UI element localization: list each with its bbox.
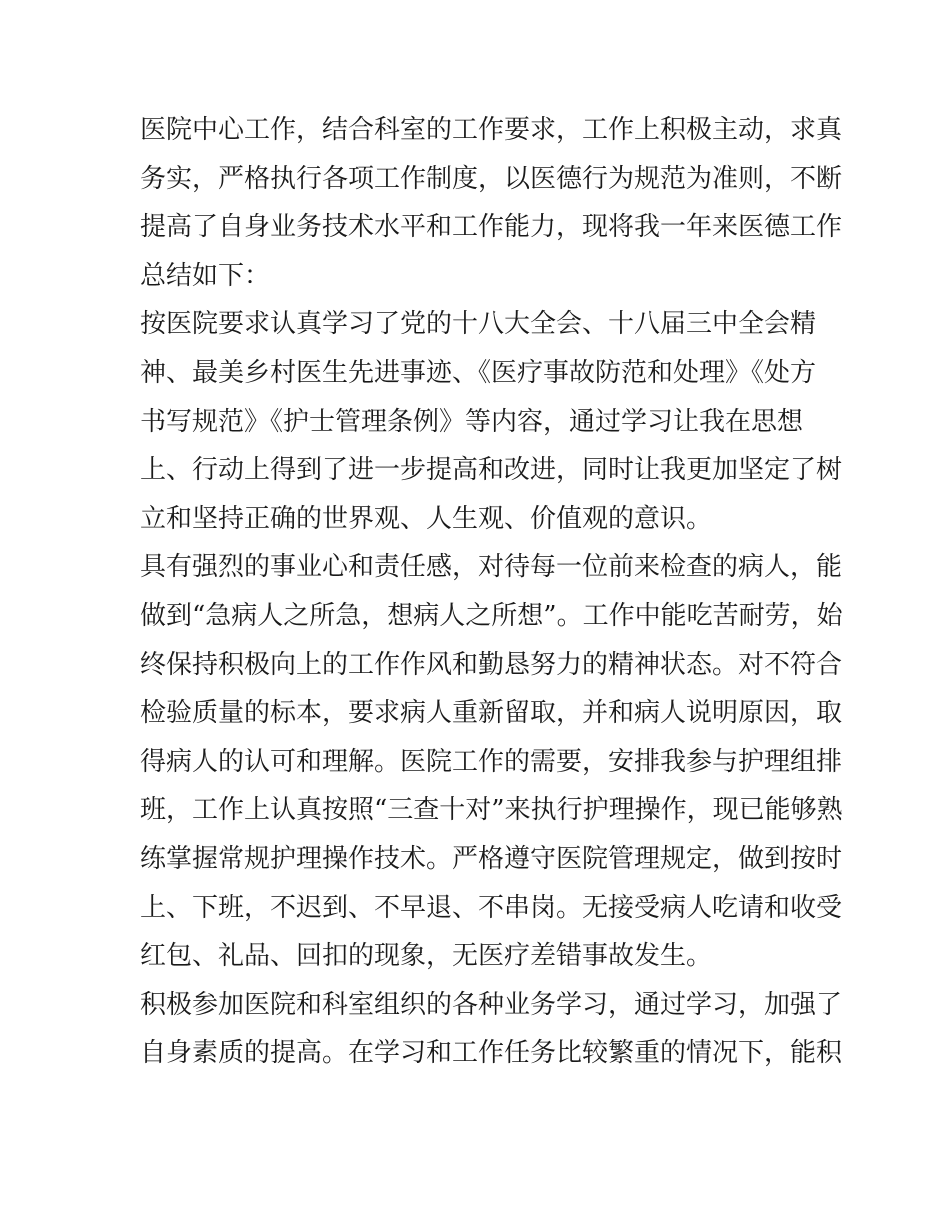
text-line: 医院中心工作，结合科室的工作要求，工作上积极主动，求真	[140, 115, 843, 145]
text-line: 神、最美乡村医生先进事迹、《医疗事故防范和处理》《处方	[140, 357, 817, 388]
text-line: 具有强烈的事业心和责任感，对待每一位前来检查的病人，能	[140, 552, 843, 583]
text-line: 按医院要求认真学习了党的十八大全会、十八届三中全会精	[140, 309, 817, 340]
paragraph	[140, 981, 843, 1078]
paragraph	[140, 106, 843, 300]
text-line: 立和坚持正确的世界观、人生观、价值观的意识。	[140, 503, 713, 534]
text-line: 务实，严格执行各项工作制度，以医德行为规范为准则，不断	[140, 163, 843, 194]
text-line: 书写规范》《护士管理条例》等内容，通过学习让我在思想	[140, 406, 804, 437]
text-line: 上、下班，不迟到、不早退、不串岗。无接受病人吃请和收受	[140, 892, 843, 923]
paragraph	[140, 300, 843, 543]
text-line: 班，工作上认真按照“三查十对”来执行护理操作，现已能够熟	[140, 795, 843, 826]
text-line: 终保持积极向上的工作作风和勤恳努力的精神状态。对不符合	[140, 649, 843, 680]
text-line: 得病人的认可和理解。医院工作的需要，安排我参与护理组排	[140, 746, 843, 777]
text-line: 总结如下：	[140, 260, 271, 291]
text-line: 提高了自身业务技术水平和工作能力，现将我一年来医德工作	[140, 212, 843, 243]
text-line: 练掌握常规护理操作技术。严格遵守医院管理规定，做到按时	[140, 843, 843, 874]
text-line: 自身素质的提高。在学习和工作任务比较繁重的情况下，能积	[140, 1038, 843, 1069]
document-body	[140, 106, 843, 1078]
text-line: 做到“急病人之所急，想病人之所想”。工作中能吃苦耐劳，始	[140, 600, 843, 631]
text-line: 检验质量的标本，要求病人重新留取，并和病人说明原因，取	[140, 698, 843, 729]
paragraph	[140, 543, 843, 980]
text-line: 红包、礼品、回扣的现象，无医疗差错事故发生。	[140, 941, 713, 972]
text-line: 积极参加医院和科室组织的各种业务学习，通过学习，加强了	[140, 989, 843, 1020]
text-line: 上、行动上得到了进一步提高和改进，同时让我更加坚定了树	[140, 455, 843, 486]
